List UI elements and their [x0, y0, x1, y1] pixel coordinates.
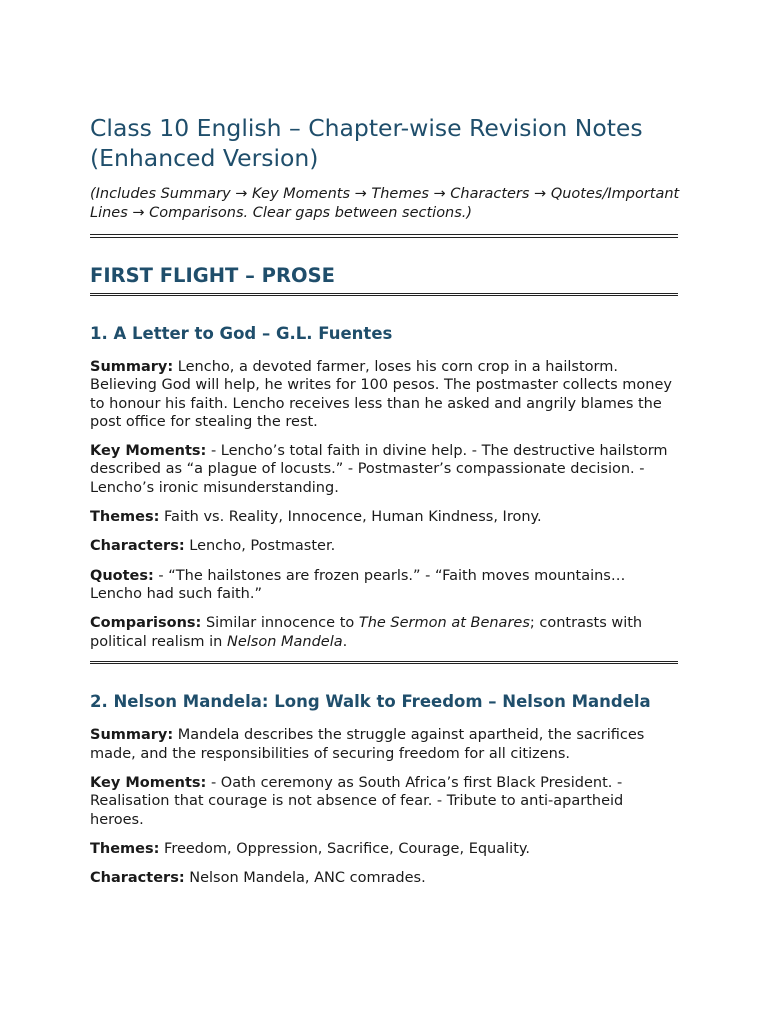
comparisons-work-title: The Sermon at Benares [358, 615, 530, 632]
characters-label: Characters: [90, 538, 185, 555]
chapter-themes [90, 840, 680, 858]
characters-text: Lencho, Postmaster. [184, 538, 336, 555]
chapter-divider [90, 661, 678, 665]
key-moments-text: - Lencho’s total faith in divine help. - The destructive hailstorm described as “a plague of locusts.” - Postmaster’s compassionate decision. - Lencho’s ironic misunderstanding. [90, 443, 668, 496]
chapter-themes [90, 508, 680, 526]
key-moments-label: Key Moments: [90, 774, 207, 791]
document-content [90, 113, 680, 887]
comparisons-text: ; contrasts with political realism in [90, 615, 643, 650]
comparisons-text: . [342, 633, 348, 650]
chapter-summary [90, 358, 680, 431]
key-moments-label: Key Moments: [90, 443, 207, 460]
document-subtitle: (Includes Summary → Key Moments → Themes → Characters → Quotes/Important Lines → Comparisons. Clear gaps between sections.) [90, 186, 680, 221]
summary-label: Summary: [90, 727, 174, 744]
quotes-label: Quotes: [90, 567, 154, 584]
chapter-title: 2. Nelson Mandela: Long Walk to Freedom – Nelson Mandela [90, 692, 651, 712]
chapter-summary [90, 726, 680, 763]
quotes-text: - “The hailstones are frozen pearls.” - “Faith moves mountains… Lencho had such faith.” [90, 567, 626, 602]
characters-label: Characters: [90, 870, 185, 887]
chapter-characters [90, 869, 680, 887]
document-title: Class 10 English – Chapter-wise Revision Notes (Enhanced Version) [90, 114, 643, 172]
summary-text: Mandela describes the struggle against apartheid, the sacrifices made, and the responsibilities of securing freedom for all citizens. [90, 727, 645, 762]
themes-text: Freedom, Oppression, Sacrifice, Courage, Equality. [159, 840, 531, 857]
summary-label: Summary: [90, 359, 174, 375]
chapter-key-moments [90, 442, 680, 497]
themes-text: Faith vs. Reality, Innocence, Human Kindness, Irony. [159, 509, 542, 526]
key-moments-text: - Oath ceremony as South Africa’s first Black President. - Realisation that courage is not absence of fear. - Tribute to anti-apartheid heroes. [90, 774, 624, 828]
characters-text: Nelson Mandela, ANC comrades. [184, 870, 426, 887]
themes-label: Themes: [90, 509, 160, 526]
themes-label: Themes: [90, 840, 160, 857]
chapter-title: 1. A Letter to God – G.L. Fuentes [90, 324, 393, 343]
summary-text: Lencho, a devoted farmer, loses his corn crop in a hailstorm. Believing God will help, he writes for 100 pesos. The postmaster collects money to honour his faith. Lencho receives less than he asked and angrily blames the post office for stealing the rest. [90, 359, 672, 430]
section-divider [90, 293, 678, 297]
chapter-comparisons [90, 614, 680, 651]
comparisons-text: Similar innocence to [201, 615, 359, 632]
section-divider [90, 234, 678, 238]
section-title: FIRST FLIGHT – PROSE [90, 263, 335, 287]
chapter-quotes [90, 567, 680, 604]
chapter-characters [90, 537, 680, 555]
chapter-key-moments [90, 774, 680, 829]
comparisons-work-title: Nelson Mandela [226, 633, 343, 650]
comparisons-label: Comparisons: [90, 615, 202, 632]
